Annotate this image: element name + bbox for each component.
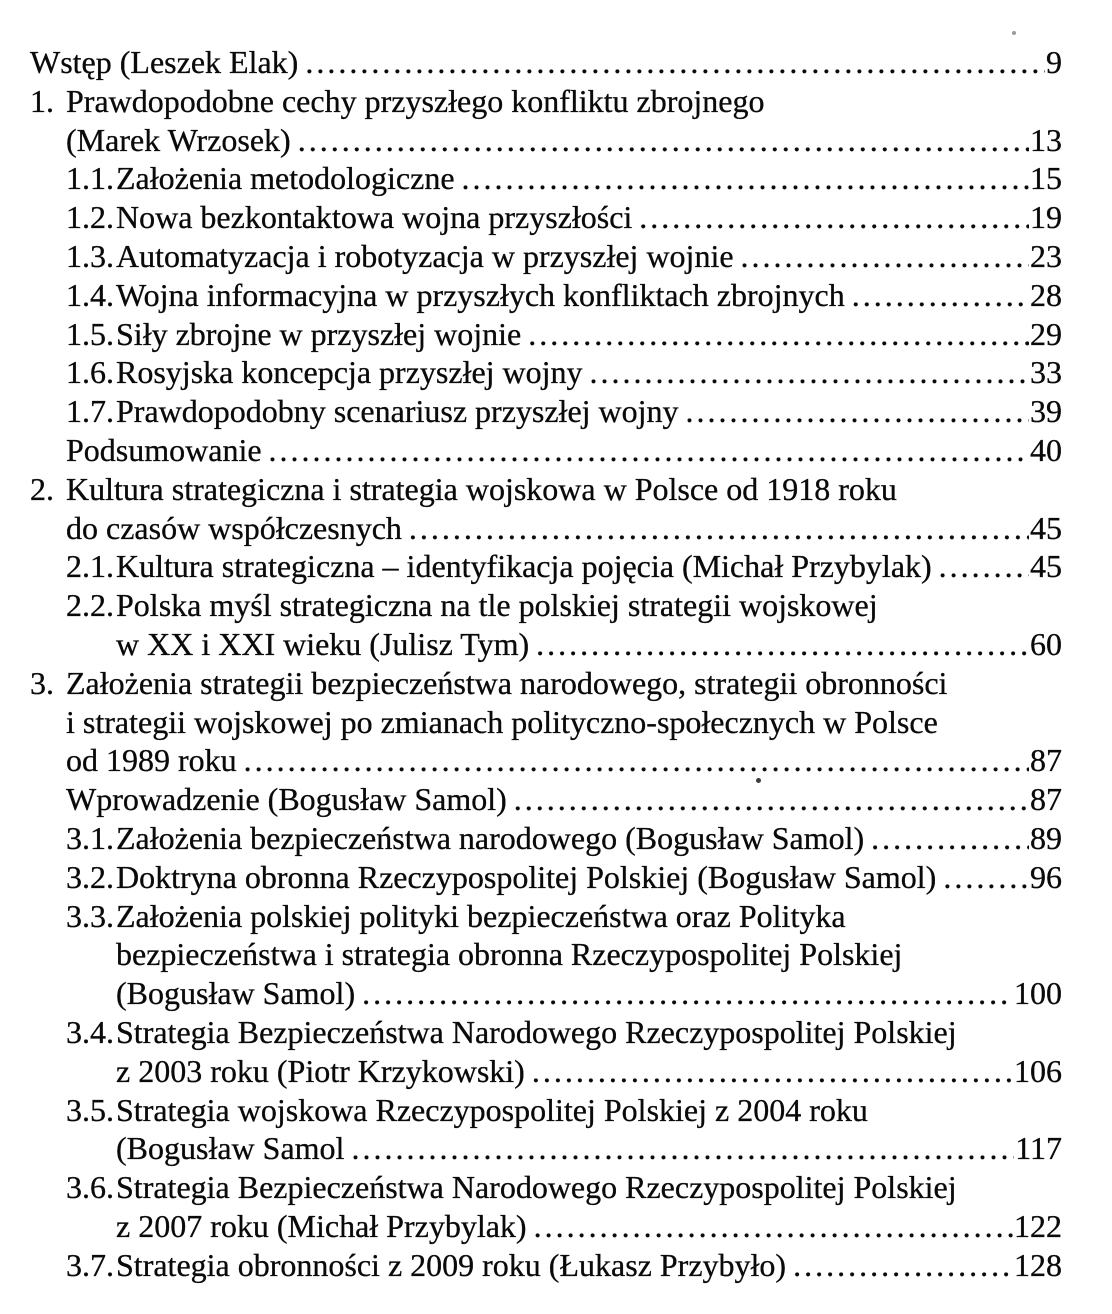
toc-page-number: 87	[1030, 742, 1062, 779]
toc-entry-number: 3.2.	[66, 858, 114, 895]
toc-entry-title: Doktryna obronna Rzeczypospolitej Polskiej (Bogusław Samol)	[116, 858, 937, 895]
toc-entry-title: (Bogusław Samol	[116, 1130, 345, 1167]
toc-entry-number: 3.5.	[66, 1091, 114, 1128]
toc-entry-line	[0, 586, 1112, 625]
toc-entry-line	[0, 858, 1112, 897]
dot-leader	[244, 741, 1029, 780]
toc-entry-title: Siły zbrojne w przyszłej wojnie	[116, 315, 522, 352]
dot-leader	[871, 819, 1029, 858]
toc-entry-line	[0, 43, 1112, 82]
toc-entry-title: Kultura strategiczna – identyfikacja pojęcia (Michał Przybylak)	[116, 548, 932, 585]
toc-entry-line	[0, 431, 1112, 470]
toc-page-number: 45	[1030, 548, 1062, 585]
toc-entry-title: Założenia polskiej polityki bezpieczeństwa oraz Polityka	[116, 897, 846, 934]
toc-entry-title: Nowa bezkontaktowa wojna przyszłości	[116, 199, 633, 236]
toc-entry-line	[0, 1246, 1112, 1285]
toc-entry-title: Założenia strategii bezpieczeństwa narodowego, strategii obronności	[66, 664, 948, 701]
dot-leader	[305, 43, 1045, 82]
toc-entry-title: Polska myśl strategiczna na tle polskiej strategii wojskowej	[116, 587, 878, 624]
toc-entry-line	[0, 664, 1112, 703]
toc-entry-title: Strategia Bezpieczeństwa Narodowego Rzeczypospolitej Polskiej	[116, 1013, 957, 1050]
toc-entry-number: 3.	[30, 664, 54, 701]
toc-entry-number: 1.2.	[66, 199, 114, 236]
toc-entry-title: Wprowadzenie (Bogusław Samol)	[66, 781, 507, 818]
toc-page-number: 9	[1046, 44, 1062, 80]
dot-leader	[409, 509, 1029, 548]
dot-leader	[351, 1129, 1014, 1168]
toc-entry-number: 1.1.	[66, 160, 114, 197]
toc-entry-line	[0, 974, 1112, 1013]
toc-entry-title: (Marek Wrzosek)	[66, 121, 291, 158]
toc-entry-title: Wstęp (Leszek Elak)	[30, 44, 299, 80]
toc-entry-title: Prawdopodobne cechy przyszłego konfliktu zbrojnego	[66, 82, 765, 119]
toc-entry-number: 1.3.	[66, 237, 114, 274]
toc-page-number: 19	[1030, 199, 1062, 236]
toc-entry-line	[0, 547, 1112, 586]
toc-entry-line	[0, 392, 1112, 431]
toc-entry-number: 2.2.	[66, 587, 114, 624]
toc-entry-title: Wojna informacyjna w przyszłych konfliktach zbrojnych	[116, 276, 845, 313]
toc-entry-title: z 2003 roku (Piotr Krzykowski)	[116, 1052, 525, 1089]
toc-entry-line	[0, 121, 1112, 160]
toc-entry-title: Strategia wojskowa Rzeczypospolitej Polskiej z 2004 roku	[116, 1091, 868, 1128]
toc-page-number: 122	[1014, 1207, 1062, 1244]
toc-entry-number: 2.1.	[66, 548, 114, 585]
toc-page-number: 89	[1030, 819, 1062, 856]
toc-page-number: 45	[1030, 509, 1062, 546]
dot-leader	[852, 276, 1029, 315]
toc-entry-line	[0, 198, 1112, 237]
scan-speck	[756, 778, 761, 783]
toc-entry-line	[0, 741, 1112, 780]
dot-leader	[362, 974, 1013, 1013]
toc-page-number: 87	[1030, 781, 1062, 818]
toc-entry-title: od 1989 roku	[66, 742, 237, 779]
toc-entry-number: 3.1.	[66, 819, 114, 856]
toc-entry-title: w XX i XXI wieku (Julisz Tym)	[116, 625, 530, 662]
toc-entry-number: 1.	[30, 82, 54, 119]
toc-entry-line	[0, 780, 1112, 819]
toc-entry-number: 3.7.	[66, 1246, 114, 1283]
toc-entry-title: (Bogusław Samol)	[116, 975, 356, 1012]
toc-entry-number: 1.6.	[66, 354, 114, 391]
toc-page-number: 96	[1030, 858, 1062, 895]
toc-entry-title: Założenia metodologiczne	[116, 160, 455, 197]
dot-leader	[741, 237, 1029, 276]
toc-entry-title: i strategii wojskowej po zmianach polityczno-społecznych w Polsce	[66, 703, 938, 740]
toc-entry-line	[0, 82, 1112, 121]
dot-leader	[532, 1052, 1013, 1091]
toc-page-number: 60	[1030, 625, 1062, 662]
dot-leader	[298, 121, 1029, 160]
toc-entry-number: 2.	[30, 470, 54, 507]
toc-page-number: 15	[1030, 160, 1062, 197]
toc-entry-title: z 2007 roku (Michał Przybylak)	[116, 1207, 527, 1244]
scan-speck	[1012, 31, 1016, 35]
toc-entry-line	[0, 625, 1112, 664]
toc-entry-number: 1.7.	[66, 393, 114, 430]
toc-entry-line	[0, 1052, 1112, 1091]
toc-page-number: 40	[1030, 431, 1062, 468]
toc-entry-title: bezpieczeństwa i strategia obronna Rzeczypospolitej Polskiej	[116, 936, 903, 973]
toc-page-number: 13	[1030, 121, 1062, 158]
toc-entry-line	[0, 1013, 1112, 1052]
dot-leader	[939, 547, 1029, 586]
toc-entry-title: Strategia obronności z 2009 roku (Łukasz Przybyło)	[116, 1246, 787, 1283]
toc-entry-title: Automatyzacja i robotyzacja w przyszłej wojnie	[116, 237, 734, 274]
toc-entry-title: do czasów współczesnych	[66, 509, 402, 546]
dot-leader	[269, 431, 1029, 470]
toc-entry-number: 3.6.	[66, 1169, 114, 1206]
dot-leader	[686, 392, 1029, 431]
table-of-contents	[0, 43, 1112, 1285]
toc-entry-number: 1.4.	[66, 276, 114, 313]
toc-entry-title: Założenia bezpieczeństwa narodowego (Bogusław Samol)	[116, 819, 865, 856]
toc-entry-line	[0, 897, 1112, 936]
toc-entry-line	[0, 1168, 1112, 1207]
toc-page-number: 33	[1030, 354, 1062, 391]
toc-entry-line	[0, 935, 1112, 974]
dot-leader	[639, 198, 1029, 237]
dot-leader	[528, 315, 1029, 354]
toc-entry-line	[0, 315, 1112, 354]
toc-page-number: 29	[1030, 315, 1062, 352]
toc-entry-line	[0, 1207, 1112, 1246]
toc-entry-number: 3.4.	[66, 1013, 114, 1050]
toc-entry-title: Strategia Bezpieczeństwa Narodowego Rzeczypospolitej Polskiej	[116, 1169, 957, 1206]
toc-entry-line	[0, 1129, 1112, 1168]
toc-page-number: 106	[1014, 1052, 1062, 1089]
toc-entry-line	[0, 237, 1112, 276]
toc-entry-line	[0, 509, 1112, 548]
toc-entry-title: Rosyjska koncepcja przyszłej wojny	[116, 354, 583, 391]
toc-entry-title: Kultura strategiczna i strategia wojskowa w Polsce od 1918 roku	[66, 470, 897, 507]
toc-page-number: 100	[1014, 975, 1062, 1012]
dot-leader	[534, 1207, 1013, 1246]
toc-page-number: 117	[1015, 1130, 1062, 1167]
toc-entry-line	[0, 1091, 1112, 1130]
toc-entry-line	[0, 353, 1112, 392]
toc-page-number: 28	[1030, 276, 1062, 313]
toc-entry-line	[0, 159, 1112, 198]
toc-entry-line	[0, 276, 1112, 315]
toc-page-number: 128	[1014, 1246, 1062, 1283]
dot-leader	[793, 1246, 1013, 1285]
toc-entry-title: Podsumowanie	[66, 431, 262, 468]
toc-page-number: 23	[1030, 237, 1062, 274]
toc-entry-title: Prawdopodobny scenariusz przyszłej wojny	[116, 393, 679, 430]
dot-leader	[943, 858, 1029, 897]
dot-leader	[514, 780, 1029, 819]
toc-entry-number: 3.3.	[66, 897, 114, 934]
toc-entry-line	[0, 703, 1112, 742]
toc-entry-number: 1.5.	[66, 315, 114, 352]
toc-entry-line	[0, 819, 1112, 858]
dot-leader	[590, 353, 1029, 392]
toc-entry-line	[0, 470, 1112, 509]
dot-leader	[536, 625, 1029, 664]
dot-leader	[462, 159, 1029, 198]
toc-page-number: 39	[1030, 393, 1062, 430]
